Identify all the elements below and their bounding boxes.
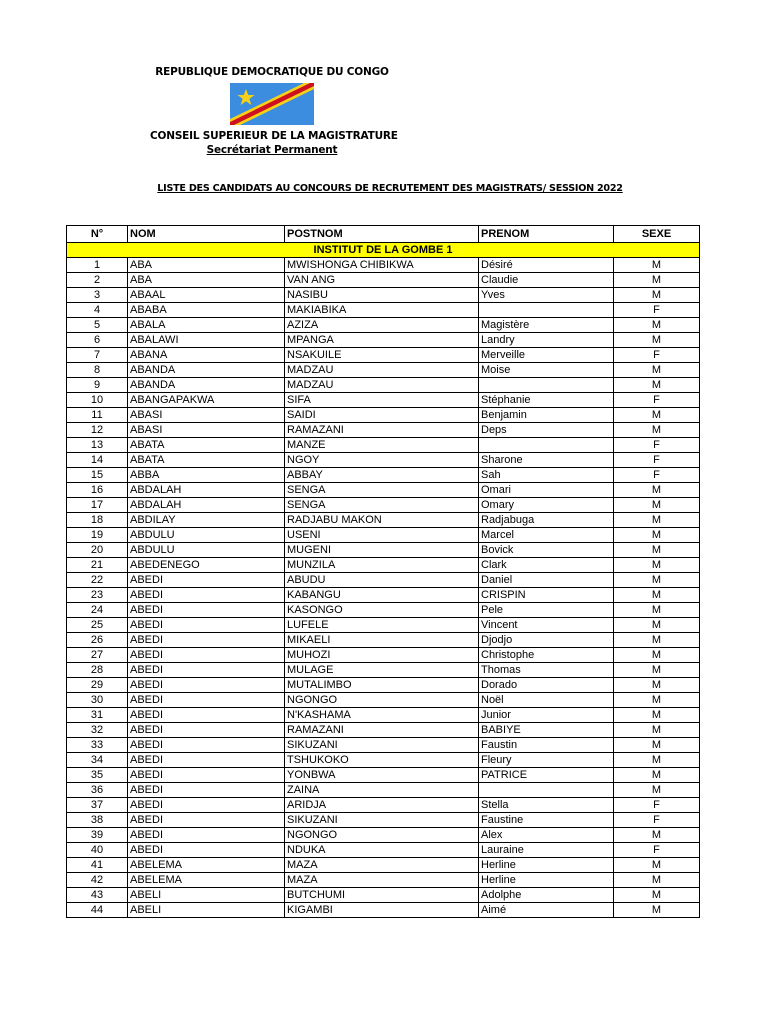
cell-number: 34 — [67, 753, 128, 768]
cell-nom: ABEDI — [128, 708, 285, 723]
cell-sexe: F — [614, 813, 700, 828]
cell-postnom: LUFELE — [285, 618, 479, 633]
table-row — [67, 348, 700, 363]
cell-nom: ABEDI — [128, 678, 285, 693]
cell-prenom: Djodjo — [479, 633, 614, 648]
cell-number: 44 — [67, 903, 128, 918]
table-row — [67, 438, 700, 453]
column-header-prenom: PRENOM — [479, 226, 614, 243]
table-row — [67, 513, 700, 528]
cell-nom: ABANA — [128, 348, 285, 363]
cell-sexe: M — [614, 648, 700, 663]
cell-number: 1 — [67, 258, 128, 273]
cell-sexe: M — [614, 543, 700, 558]
cell-postnom: USENI — [285, 528, 479, 543]
cell-nom: ABALA — [128, 318, 285, 333]
cell-postnom: SIKUZANI — [285, 738, 479, 753]
cell-number: 27 — [67, 648, 128, 663]
cell-nom: ABATA — [128, 438, 285, 453]
cell-number: 22 — [67, 573, 128, 588]
cell-prenom — [479, 303, 614, 318]
cell-sexe: M — [614, 663, 700, 678]
table-row — [67, 483, 700, 498]
cell-nom: ABDALAH — [128, 498, 285, 513]
cell-nom: ABBA — [128, 468, 285, 483]
table-row — [67, 288, 700, 303]
cell-prenom: Stella — [479, 798, 614, 813]
cell-nom: ABA — [128, 258, 285, 273]
cell-nom: ABEDI — [128, 618, 285, 633]
cell-prenom: Sah — [479, 468, 614, 483]
cell-sexe: M — [614, 558, 700, 573]
cell-prenom: Christophe — [479, 648, 614, 663]
cell-prenom: Alex — [479, 828, 614, 843]
table-row — [67, 828, 700, 843]
cell-number: 35 — [67, 768, 128, 783]
cell-prenom: Yves — [479, 288, 614, 303]
cell-sexe: M — [614, 588, 700, 603]
table-row — [67, 888, 700, 903]
secretariat-name: Secrétariat Permanent — [206, 144, 338, 156]
cell-sexe: M — [614, 258, 700, 273]
cell-prenom: CRISPIN — [479, 588, 614, 603]
cell-number: 32 — [67, 723, 128, 738]
cell-prenom: Noël — [479, 693, 614, 708]
cell-postnom: SENGA — [285, 498, 479, 513]
cell-postnom: MUNZILA — [285, 558, 479, 573]
cell-number: 37 — [67, 798, 128, 813]
cell-prenom: Dorado — [479, 678, 614, 693]
cell-postnom: KABANGU — [285, 588, 479, 603]
cell-number: 14 — [67, 453, 128, 468]
cell-number: 43 — [67, 888, 128, 903]
table-row — [67, 783, 700, 798]
table-row — [67, 723, 700, 738]
cell-postnom: BUTCHUMI — [285, 888, 479, 903]
cell-nom: ABEDI — [128, 693, 285, 708]
cell-prenom: Moise — [479, 363, 614, 378]
cell-prenom: Clark — [479, 558, 614, 573]
candidates-table — [66, 225, 700, 918]
cell-sexe: M — [614, 318, 700, 333]
cell-prenom: Fleury — [479, 753, 614, 768]
cell-prenom: Thomas — [479, 663, 614, 678]
cell-number: 4 — [67, 303, 128, 318]
cell-postnom: MADZAU — [285, 363, 479, 378]
cell-sexe: M — [614, 678, 700, 693]
cell-postnom: NDUKA — [285, 843, 479, 858]
cell-nom: ABA — [128, 273, 285, 288]
cell-nom: ABATA — [128, 453, 285, 468]
cell-number: 26 — [67, 633, 128, 648]
cell-nom: ABEDI — [128, 843, 285, 858]
cell-prenom — [479, 783, 614, 798]
cell-nom: ABELEMA — [128, 858, 285, 873]
table-row — [67, 543, 700, 558]
cell-number: 23 — [67, 588, 128, 603]
cell-prenom: Omary — [479, 498, 614, 513]
table-row — [67, 558, 700, 573]
cell-prenom: Benjamin — [479, 408, 614, 423]
cell-nom: ABEDI — [128, 813, 285, 828]
cell-number: 21 — [67, 558, 128, 573]
table-row — [67, 498, 700, 513]
cell-sexe: M — [614, 288, 700, 303]
cell-sexe: M — [614, 573, 700, 588]
column-header-nom: NOM — [128, 226, 285, 243]
table-row — [67, 753, 700, 768]
cell-sexe: M — [614, 603, 700, 618]
cell-nom: ABEDENEGO — [128, 558, 285, 573]
section-label: INSTITUT DE LA GOMBE 1 — [67, 243, 700, 258]
cell-number: 42 — [67, 873, 128, 888]
cell-sexe: M — [614, 273, 700, 288]
cell-prenom: BABIYE — [479, 723, 614, 738]
cell-postnom: RAMAZANI — [285, 423, 479, 438]
cell-number: 38 — [67, 813, 128, 828]
cell-prenom: Omari — [479, 483, 614, 498]
cell-prenom: Faustine — [479, 813, 614, 828]
cell-postnom: MADZAU — [285, 378, 479, 393]
cell-postnom: MUGENI — [285, 543, 479, 558]
cell-prenom: Marcel — [479, 528, 614, 543]
cell-postnom: VAN ANG — [285, 273, 479, 288]
cell-nom: ABEDI — [128, 798, 285, 813]
cell-nom: ABEDI — [128, 738, 285, 753]
table-row — [67, 648, 700, 663]
cell-postnom: SIFA — [285, 393, 479, 408]
cell-postnom: KIGAMBI — [285, 903, 479, 918]
table-row — [67, 873, 700, 888]
table-row — [67, 813, 700, 828]
cell-number: 19 — [67, 528, 128, 543]
cell-prenom: Faustin — [479, 738, 614, 753]
cell-nom: ABDALAH — [128, 483, 285, 498]
cell-nom: ABELI — [128, 888, 285, 903]
table-row — [67, 603, 700, 618]
column-header-postnom: POSTNOM — [285, 226, 479, 243]
cell-sexe: M — [614, 363, 700, 378]
cell-prenom: Lauraine — [479, 843, 614, 858]
cell-sexe: M — [614, 768, 700, 783]
cell-sexe: M — [614, 783, 700, 798]
cell-sexe: F — [614, 843, 700, 858]
cell-nom: ABDULU — [128, 528, 285, 543]
cell-prenom: Aimé — [479, 903, 614, 918]
cell-sexe: M — [614, 708, 700, 723]
table-row — [67, 318, 700, 333]
cell-nom: ABEDI — [128, 783, 285, 798]
cell-number: 15 — [67, 468, 128, 483]
cell-postnom: MPANGA — [285, 333, 479, 348]
cell-nom: ABASI — [128, 408, 285, 423]
table-row — [67, 618, 700, 633]
country-name: REPUBLIQUE DEMOCRATIQUE DU CONGO — [155, 66, 389, 78]
cell-sexe: M — [614, 693, 700, 708]
cell-sexe: M — [614, 738, 700, 753]
cell-number: 10 — [67, 393, 128, 408]
cell-nom: ABANDA — [128, 363, 285, 378]
column-header-sexe: SEXE — [614, 226, 700, 243]
table-row — [67, 663, 700, 678]
document-title: LISTE DES CANDIDATS AU CONCOURS DE RECRUTEMENT DES MAGISTRATS/ SESSION 2022 — [157, 183, 623, 194]
table-row — [67, 738, 700, 753]
table-row — [67, 273, 700, 288]
cell-nom: ABAAL — [128, 288, 285, 303]
cell-prenom: Stéphanie — [479, 393, 614, 408]
cell-nom: ABASI — [128, 423, 285, 438]
table-row — [67, 258, 700, 273]
cell-number: 5 — [67, 318, 128, 333]
cell-number: 20 — [67, 543, 128, 558]
cell-sexe: M — [614, 888, 700, 903]
cell-sexe: M — [614, 408, 700, 423]
cell-nom: ABABA — [128, 303, 285, 318]
table-row — [67, 378, 700, 393]
table-row — [67, 678, 700, 693]
cell-postnom: MULAGE — [285, 663, 479, 678]
cell-sexe: M — [614, 483, 700, 498]
table-row — [67, 408, 700, 423]
cell-postnom: ABUDU — [285, 573, 479, 588]
cell-prenom — [479, 438, 614, 453]
cell-prenom: Adolphe — [479, 888, 614, 903]
cell-sexe: F — [614, 438, 700, 453]
cell-prenom: Merveille — [479, 348, 614, 363]
table-row — [67, 528, 700, 543]
cell-sexe: M — [614, 753, 700, 768]
cell-number: 16 — [67, 483, 128, 498]
document-header — [150, 66, 398, 156]
table-header-row — [67, 226, 700, 243]
drc-flag-icon — [230, 83, 314, 125]
cell-postnom: ARIDJA — [285, 798, 479, 813]
cell-number: 25 — [67, 618, 128, 633]
cell-postnom: SENGA — [285, 483, 479, 498]
cell-nom: ABEDI — [128, 633, 285, 648]
cell-prenom: Sharone — [479, 453, 614, 468]
table-row — [67, 393, 700, 408]
cell-postnom: NGOY — [285, 453, 479, 468]
cell-sexe: M — [614, 513, 700, 528]
cell-nom: ABEDI — [128, 663, 285, 678]
table-row — [67, 633, 700, 648]
cell-postnom: N'KASHAMA — [285, 708, 479, 723]
cell-number: 6 — [67, 333, 128, 348]
cell-nom: ABANDA — [128, 378, 285, 393]
cell-number: 18 — [67, 513, 128, 528]
table-row — [67, 858, 700, 873]
table-row — [67, 573, 700, 588]
cell-postnom: NGONGO — [285, 828, 479, 843]
cell-prenom: Pele — [479, 603, 614, 618]
table-row — [67, 453, 700, 468]
cell-nom: ABEDI — [128, 723, 285, 738]
cell-number: 13 — [67, 438, 128, 453]
cell-number: 31 — [67, 708, 128, 723]
cell-nom: ABEDI — [128, 753, 285, 768]
cell-prenom — [479, 378, 614, 393]
cell-nom: ABEDI — [128, 768, 285, 783]
cell-postnom: MWISHONGA CHIBIKWA — [285, 258, 479, 273]
cell-prenom: Vincent — [479, 618, 614, 633]
cell-number: 2 — [67, 273, 128, 288]
cell-postnom: MUTALIMBO — [285, 678, 479, 693]
cell-sexe: M — [614, 618, 700, 633]
cell-sexe: M — [614, 873, 700, 888]
cell-number: 3 — [67, 288, 128, 303]
cell-sexe: F — [614, 468, 700, 483]
cell-number: 11 — [67, 408, 128, 423]
cell-postnom: ABBAY — [285, 468, 479, 483]
cell-sexe: M — [614, 828, 700, 843]
cell-number: 29 — [67, 678, 128, 693]
table-row — [67, 423, 700, 438]
cell-sexe: F — [614, 453, 700, 468]
cell-sexe: M — [614, 723, 700, 738]
table-row — [67, 468, 700, 483]
cell-sexe: M — [614, 858, 700, 873]
cell-prenom: Bovick — [479, 543, 614, 558]
cell-postnom: NSAKUILE — [285, 348, 479, 363]
cell-prenom: Herline — [479, 873, 614, 888]
cell-number: 36 — [67, 783, 128, 798]
cell-postnom: SIKUZANI — [285, 813, 479, 828]
cell-nom: ABALAWI — [128, 333, 285, 348]
cell-number: 24 — [67, 603, 128, 618]
cell-sexe: F — [614, 303, 700, 318]
cell-postnom: NASIBU — [285, 288, 479, 303]
cell-postnom: NGONGO — [285, 693, 479, 708]
cell-sexe: M — [614, 423, 700, 438]
cell-prenom: Herline — [479, 858, 614, 873]
cell-prenom: Junior — [479, 708, 614, 723]
cell-number: 9 — [67, 378, 128, 393]
table-row — [67, 363, 700, 378]
cell-nom: ABDULU — [128, 543, 285, 558]
cell-postnom: SAIDI — [285, 408, 479, 423]
cell-sexe: F — [614, 798, 700, 813]
table-row — [67, 903, 700, 918]
column-header-number: N° — [67, 226, 128, 243]
cell-prenom: Deps — [479, 423, 614, 438]
cell-prenom: Daniel — [479, 573, 614, 588]
cell-nom: ABEDI — [128, 648, 285, 663]
cell-number: 17 — [67, 498, 128, 513]
table-row — [67, 588, 700, 603]
cell-prenom: PATRICE — [479, 768, 614, 783]
cell-nom: ABDILAY — [128, 513, 285, 528]
table-row — [67, 843, 700, 858]
cell-postnom: ZAINA — [285, 783, 479, 798]
cell-nom: ABEDI — [128, 588, 285, 603]
table-row — [67, 693, 700, 708]
cell-nom: ABEDI — [128, 828, 285, 843]
cell-sexe: M — [614, 903, 700, 918]
cell-prenom: Claudie — [479, 273, 614, 288]
cell-sexe: F — [614, 393, 700, 408]
cell-postnom: MIKAELI — [285, 633, 479, 648]
cell-number: 33 — [67, 738, 128, 753]
cell-prenom: Désiré — [479, 258, 614, 273]
table-body — [67, 243, 700, 918]
table-row — [67, 333, 700, 348]
cell-number: 8 — [67, 363, 128, 378]
cell-number: 40 — [67, 843, 128, 858]
cell-sexe: M — [614, 528, 700, 543]
cell-postnom: TSHUKOKO — [285, 753, 479, 768]
cell-postnom: MANZE — [285, 438, 479, 453]
cell-postnom: RADJABU MAKON — [285, 513, 479, 528]
cell-prenom: Radjabuga — [479, 513, 614, 528]
table-row — [67, 798, 700, 813]
cell-number: 28 — [67, 663, 128, 678]
cell-sexe: M — [614, 333, 700, 348]
cell-nom: ABEDI — [128, 573, 285, 588]
cell-sexe: M — [614, 378, 700, 393]
cell-postnom: RAMAZANI — [285, 723, 479, 738]
cell-postnom: KASONGO — [285, 603, 479, 618]
table-row — [67, 303, 700, 318]
cell-number: 41 — [67, 858, 128, 873]
cell-sexe: M — [614, 633, 700, 648]
cell-postnom: MAZA — [285, 873, 479, 888]
cell-nom: ABELEMA — [128, 873, 285, 888]
council-name: CONSEIL SUPERIEUR DE LA MAGISTRATURE — [150, 130, 398, 142]
cell-number: 7 — [67, 348, 128, 363]
cell-sexe: M — [614, 498, 700, 513]
cell-sexe: F — [614, 348, 700, 363]
cell-nom: ABELI — [128, 903, 285, 918]
cell-number: 12 — [67, 423, 128, 438]
table-row — [67, 768, 700, 783]
cell-number: 39 — [67, 828, 128, 843]
cell-postnom: YONBWA — [285, 768, 479, 783]
cell-postnom: MUHOZI — [285, 648, 479, 663]
cell-postnom: AZIZA — [285, 318, 479, 333]
cell-nom: ABEDI — [128, 603, 285, 618]
table-row — [67, 708, 700, 723]
cell-prenom: Landry — [479, 333, 614, 348]
cell-postnom: MAKIABIKA — [285, 303, 479, 318]
section-row — [67, 243, 700, 258]
cell-number: 30 — [67, 693, 128, 708]
cell-postnom: MAZA — [285, 858, 479, 873]
cell-nom: ABANGAPAKWA — [128, 393, 285, 408]
cell-prenom: Magistère — [479, 318, 614, 333]
